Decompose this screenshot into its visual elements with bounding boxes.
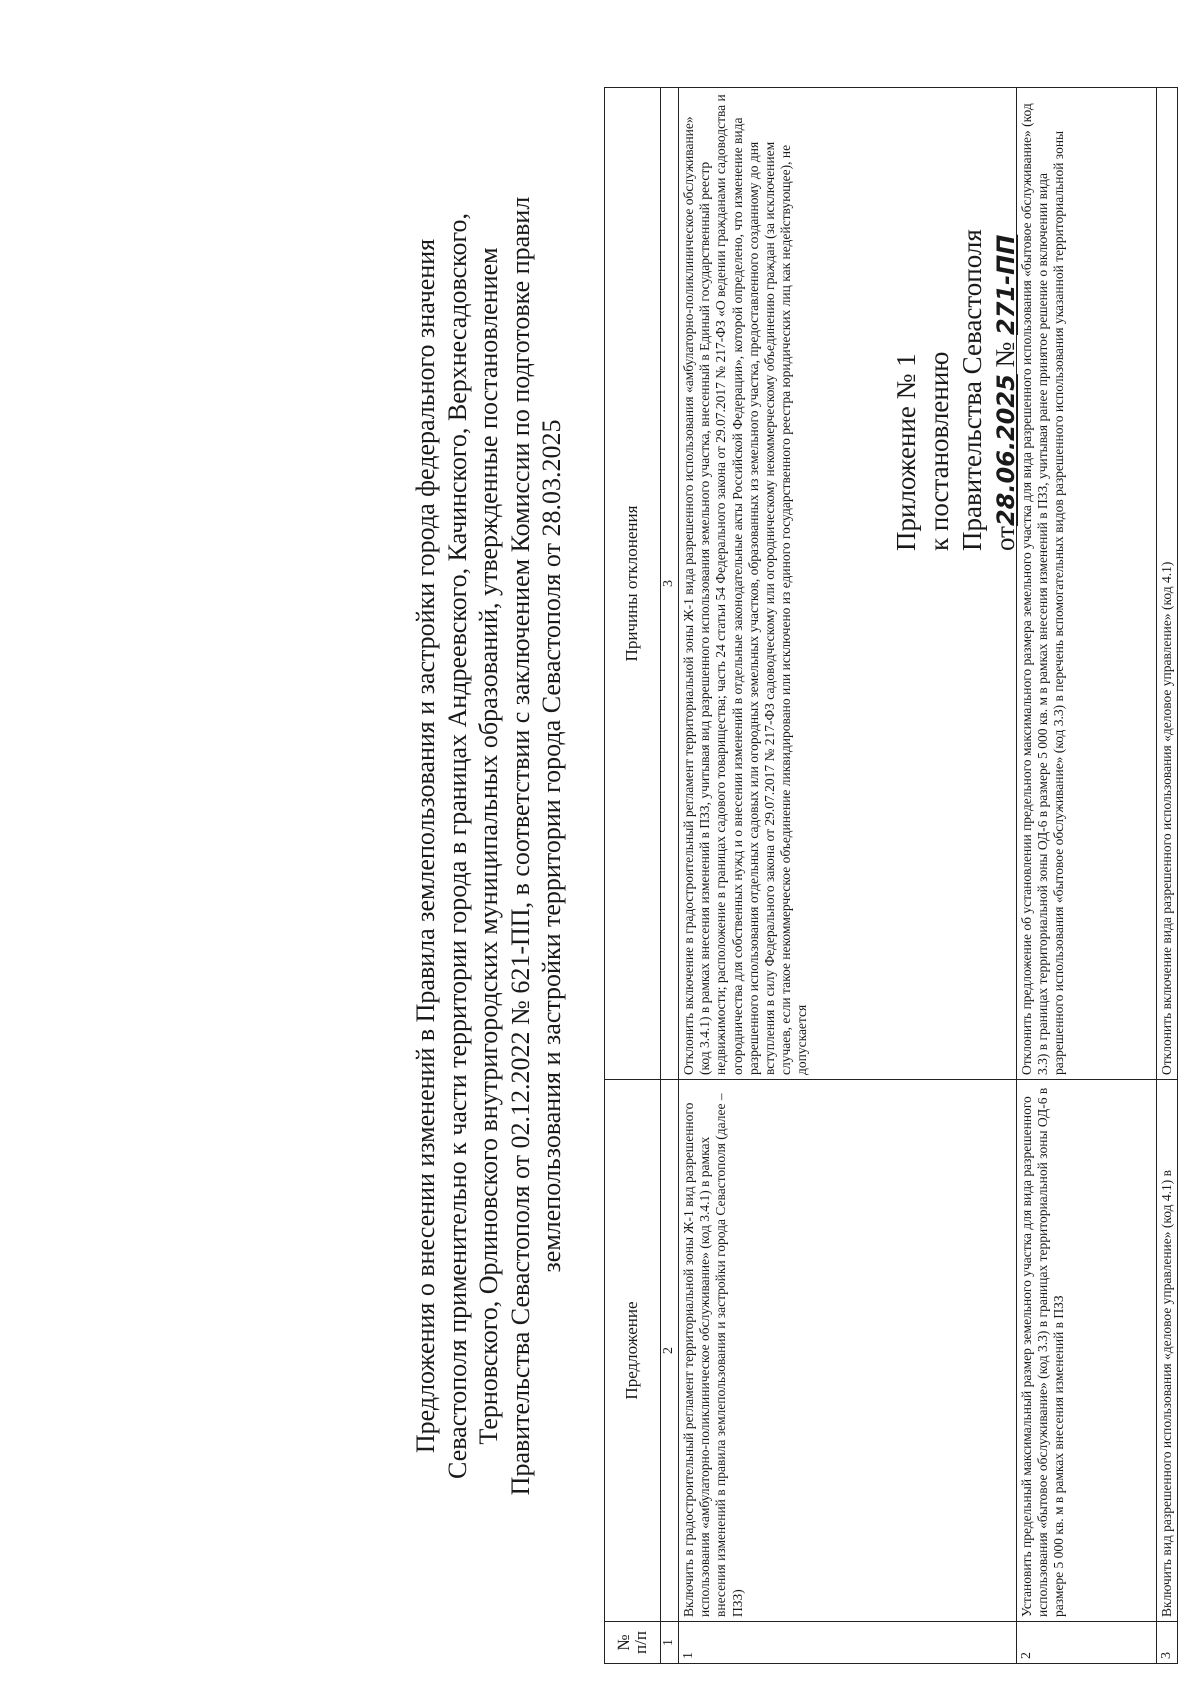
table-row — [679, 88, 1017, 1664]
reason-text: Отклонить включение в градостроительный регламент территориальной зоны Ж-1 вида разрешенного использования «амбулаторно-поликлиническое обслуживание» (код 3.4.1) в рамках внесения изменений в ПЗЗ, учитывая вид разрешенного использования земельного участка, внесенный в Единый государственный реестр недвижимости; расположение в границах садового товарищества; часть 24 статьи 54 Федерального закона от 29.07.2017 № 217-ФЗ «О ведении гражданами садоводства и огородничества для собственных нужд и о внесении изменений в отдельные законодательные акты Российской Федерации», которой определено, что изменение вида разрешенного использования отдельных садовых или огородных земельных участков, образованных из земельного участка, предоставленного созданному до дня вступления в силу Федерального закона от 29.07.2017 № 217-ФЗ садоводческому или огородническому некоммерческому объединению граждан (за исключением случаев, если такое некоммерческое объединение ликвидировано или исключено из единого государственного реестра юридических лиц как недействующее), не допускается — [681, 94, 810, 1075]
reason-cell — [1157, 88, 1178, 1080]
column-number-row — [661, 88, 679, 1664]
handwritten-date: 28.06.2025 — [992, 374, 1020, 527]
column-number: 1 — [661, 1622, 679, 1664]
header-proposal: Предложение — [605, 1080, 661, 1622]
proposal-cell: Установить предельный максимальный размер земельного участка для вида разрешенного использования «бытовое обслуживание» (код 3.3) в границах территориальной зоны ОД-6 в размере 5 000 кв. м в рамках внесения изменений в ПЗЗ — [1017, 1080, 1157, 1622]
title-line: землепользования и застройки территории города Севастополя от 28.03.2025 — [537, 419, 566, 1273]
title-line: Севастополя применительно к части территории города в границах Андреевского, Качинского, Верхнесадовского, — [442, 213, 472, 1479]
reason-cell — [679, 88, 1017, 1080]
appendix-government: Правительства Севастополя — [957, 229, 987, 551]
proposal-cell: Включить вид разрешенного использования «деловое управление» (код 4.1) в — [1157, 1080, 1178, 1622]
reason-text: Отклонить предложение об установлении предельного максимального размера земельного участка для вида разрешенного использования «бытовое обслуживание» (код 3.3) в границах территориальной зоны ОД-6 в размере 5 000 кв. м в рамках внесения изменений в ПЗЗ, учитывая ранее принятое решение о включении вида разрешенного использования «бытовое обслуживание» (код 3.3) в перечень вспомогательных видов разрешенного использования указанной территориальной зоны — [1019, 103, 1067, 1075]
appendix-title: Приложение № 1 — [891, 353, 921, 551]
appendix-resolution-ref: к постановлению — [924, 351, 954, 551]
number-prefix: № — [990, 341, 1020, 368]
title-line: Терновского, Орлиновского внутригородских муниципальных образований, утвержденные постановлением — [474, 247, 503, 1445]
column-number: 3 — [661, 88, 679, 1080]
handwritten-number: 271-ПП — [992, 234, 1020, 335]
document-title — [410, 66, 568, 1626]
row-number: 1 — [679, 1622, 1017, 1664]
reason-cell — [1017, 88, 1157, 1080]
date-prefix: от — [990, 526, 1020, 551]
header-row — [605, 88, 661, 1664]
table-row — [1017, 88, 1157, 1664]
row-number: 3 — [1157, 1622, 1178, 1664]
header-reasons: Причины отклонения — [605, 88, 661, 1080]
header-number: № п/п — [605, 1622, 661, 1664]
reason-text: Отклонить включение вида разрешенного использования «деловое управление» (код 4.1) — [1159, 561, 1174, 1075]
row-number: 2 — [1017, 1622, 1157, 1664]
title-line: Правительства Севастополя от 02.12.2022 № 621-ПП, в соответствии с заключением Комиссии по подготовке правил — [505, 196, 535, 1496]
proposal-cell: Включить в градостроительный регламент территориальной зоны Ж-1 вид разрешенного использования «амбулаторно-поликлиническое обслуживание» (код 3.4.1) в рамках внесения изменений в правила землепользования и застройки города Севастополя (далее – ПЗЗ) — [679, 1080, 1017, 1622]
column-number: 2 — [661, 1080, 679, 1622]
table-row — [1157, 88, 1178, 1664]
proposals-table — [604, 87, 1178, 1664]
title-line: Предложения о внесении изменений в Правила землепользования и застройки города федерального значения — [411, 238, 440, 1454]
